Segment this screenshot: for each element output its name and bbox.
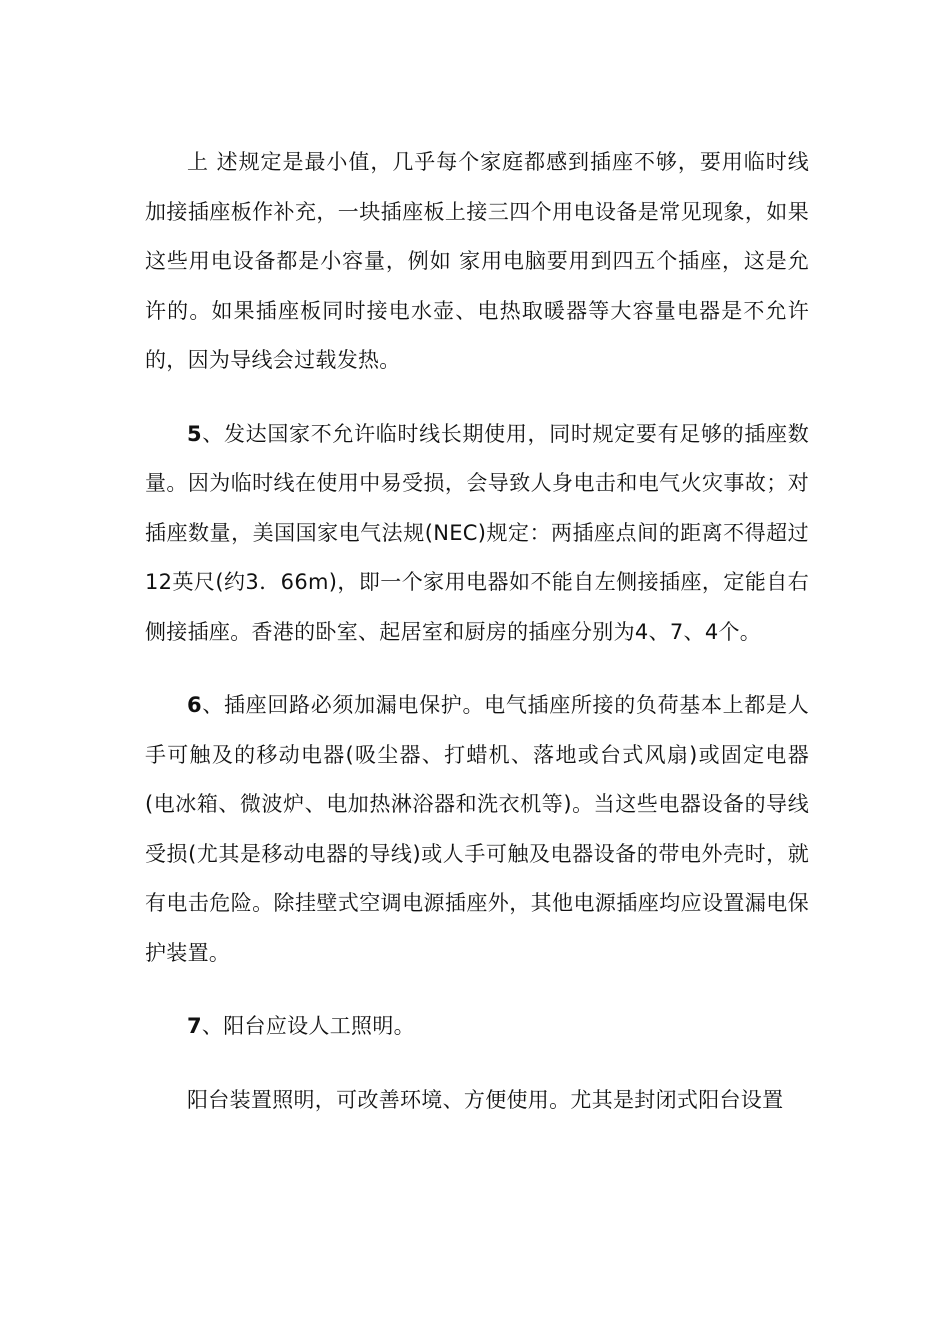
paragraph-text: 、插座回路必须加漏电保护。电气插座所接的负荷基本上都是人手可触及的移动电器(吸尘器、打蜡机、落地或台式风扇)或固定电器(电冰箱、微波炉、电加热淋浴器和洗衣机等)。当这些电器设备的导线受损(尤其是移动电器的导线)或人手可触及电器设备的带电外壳时，就有电击危险。除挂壁式空调电源插座外，其他电源插座均应设置漏电保护装置。	[145, 693, 809, 965]
paragraph-item-7	[145, 1002, 809, 1052]
document-page	[145, 138, 809, 1125]
paragraph-text: 上 述规定是最小值，几乎每个家庭都感到插座不够，要用临时线加接插座板作补充，一块插座板上接三四个用电设备是常见现象，如果这些用电设备都是小容量，例如 家用电脑要用到四五个插座，这是允许的。如果插座板同时接电水壶、电热取暖器等大容量电器是不允许的，因为导线会过载发热。	[145, 150, 809, 372]
item-number: 7	[187, 1014, 202, 1038]
item-number: 5	[187, 421, 202, 446]
paragraph-text: 、阳台应设人工照明。	[201, 1014, 415, 1038]
paragraph-outlet-shortage	[145, 138, 809, 386]
item-number: 6	[187, 693, 202, 717]
paragraph-item-5	[145, 410, 809, 658]
paragraph-text: 、发达国家不允许临时线长期使用，同时规定要有足够的插座数量。因为临时线在使用中易受损，会导致人身电击和电气火灾事故；对插座数量，美国国家电气法规(NEC)规定：两插座点间的距离不得超过12英尺(约3．66m)，即一个家用电器如不能自左侧接插座，定能自右侧接插座。香港的卧室、起居室和厨房的插座分别为4、7、4个。	[145, 421, 809, 644]
paragraph-text: 阳台装置照明，可改善环境、方便使用。尤其是封闭式阳台设置	[187, 1087, 784, 1112]
paragraph-balcony-lighting	[145, 1076, 809, 1126]
paragraph-item-6	[145, 681, 809, 978]
